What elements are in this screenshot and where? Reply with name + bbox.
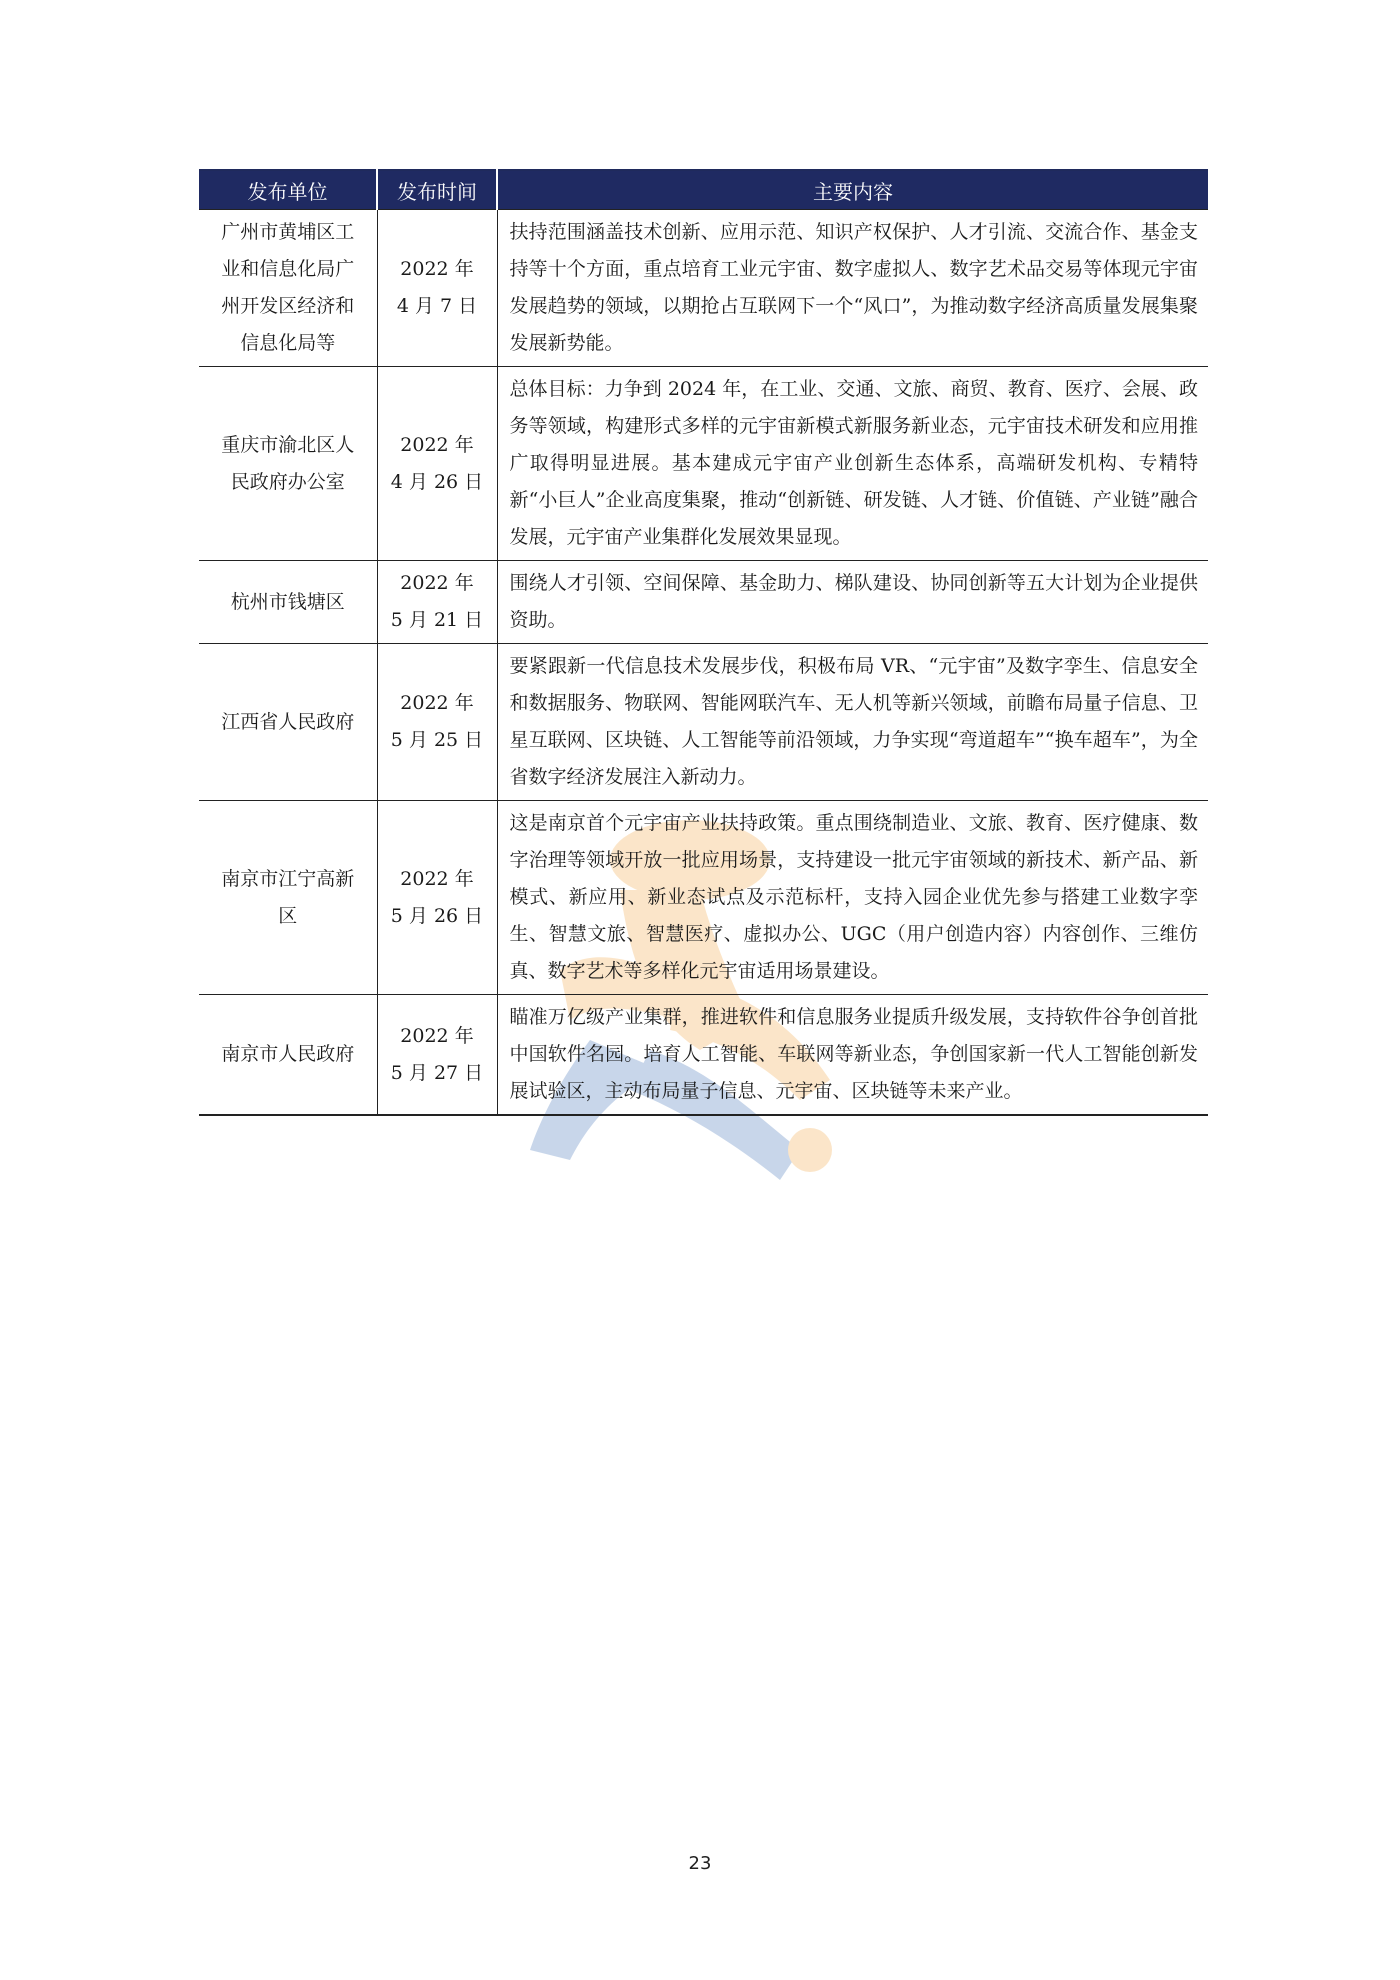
row-date [377,801,497,995]
table-row [199,367,1208,561]
row-year: 2022 年 [400,1024,474,1047]
row-date [377,210,497,367]
row-content: 扶持范围涵盖技术创新、应用示范、知识产权保护、人才引流、交流合作、基金支持等十个方面，重点培育工业元宇宙、数字虚拟人、数字艺术品交易等体现元宇宙发展趋势的领域，以期抢占互联网下一个“风口”，为推动数字经济高质量发展集聚发展新势能。 [497,210,1208,367]
row-unit: 广州市黄埔区工业和信息化局广州开发区经济和信息化局等 [199,210,377,367]
row-year: 2022 年 [400,692,474,714]
table-header-row [199,170,1208,210]
table-row [199,561,1208,644]
row-unit: 江西省人民政府 [199,644,377,801]
row-content: 总体目标：力争到 2024 年，在工业、交通、文旅、商贸、教育、医疗、会展、政务等领域，构建形式多样的元宇宙新模式新服务新业态，元宇宙技术研发和应用推广取得明显进展。基本建成元宇宙产业创新生态体系，高端研发机构、专精特新“小巨人”企业高度集聚，推动“创新链、研发链、人才链、价值链、产业链”融合发展，元宇宙产业集群化发展效果显现。 [497,367,1208,561]
row-day: 5 月 25 日 [390,729,484,751]
table-row [199,995,1208,1116]
table-row [199,210,1208,367]
row-date [377,644,497,801]
row-day: 5 月 27 日 [390,1061,484,1084]
row-unit: 杭州市钱塘区 [199,561,377,644]
row-content: 围绕人才引领、空间保障、基金助力、梯队建设、协同创新等五大计划为企业提供资助。 [497,561,1208,644]
row-date [377,995,497,1116]
row-date [377,367,497,561]
row-date [377,561,497,644]
header-time: 发布时间 [377,170,497,210]
row-day: 5 月 21 日 [390,609,484,631]
row-day: 4 月 7 日 [396,295,478,317]
row-content: 要紧跟新一代信息技术发展步伐，积极布局 VR、“元宇宙”及数字孪生、信息安全和数据服务、物联网、智能网联汽车、无人机等新兴领域，前瞻布局量子信息、卫星互联网、区块链、人工智能等前沿领域，力争实现“弯道超车”“换车超车”，为全省数字经济发展注入新动力。 [497,644,1208,801]
page-number: 23 [688,1853,712,1874]
policy-table [199,169,1208,1116]
header-content: 主要内容 [497,170,1208,210]
header-unit: 发布单位 [199,170,377,210]
row-year: 2022 年 [400,572,474,594]
table-row [199,644,1208,801]
row-unit: 南京市人民政府 [199,995,377,1116]
row-content: 这是南京首个元宇宙产业扶持政策。重点围绕制造业、文旅、教育、医疗健康、数字治理等领域开放一批应用场景，支持建设一批元宇宙领域的新技术、新产品、新模式、新应用、新业态试点及示范标杆，支持入园企业优先参与搭建工业数字孪生、智慧文旅、智慧医疗、虚拟办公、UGC（用户创造内容）内容创作、三维仿真、数字艺术等多样化元宇宙适用场景建设。 [497,801,1208,995]
row-unit: 南京市江宁高新区 [199,801,377,995]
row-year: 2022 年 [400,258,474,280]
row-year: 2022 年 [400,433,474,456]
row-year: 2022 年 [400,867,474,890]
row-day: 5 月 26 日 [390,904,484,927]
row-day: 4 月 26 日 [390,470,484,493]
row-content: 瞄准万亿级产业集群，推进软件和信息服务业提质升级发展，支持软件谷争创首批中国软件名园。培育人工智能、车联网等新业态，争创国家新一代人工智能创新发展试验区，主动布局量子信息、元宇宙、区块链等未来产业。 [497,995,1208,1116]
table-row [199,801,1208,995]
row-unit: 重庆市渝北区人民政府办公室 [199,367,377,561]
